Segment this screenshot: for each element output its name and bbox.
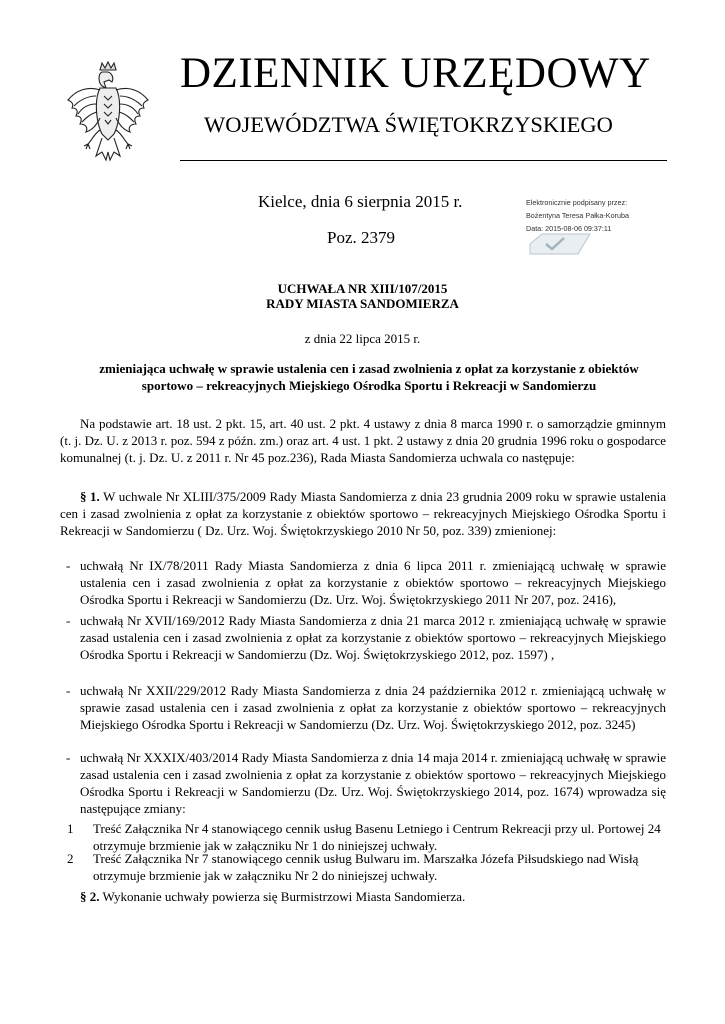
issue-date: Kielce, dnia 6 sierpnia 2015 r.	[258, 192, 463, 211]
journal-subtitle: WOJEWÓDZTWA ŚWIĘTOKRZYSKIEGO	[204, 112, 613, 137]
section-1-mark: § 1.	[80, 489, 100, 504]
section-2-mark: § 2.	[80, 889, 100, 904]
electronic-signature	[526, 196, 656, 235]
preamble: Na podstawie art. 18 ust. 2 pkt. 15, art. 40 ust. 2 pkt. 4 ustawy z dnia 8 marca 1990 r. o samorządzie gminnym (t. j. Dz. U. z 2013 r. poz. 594 z późn. zm.) oraz art. 4 ust. 1 pkt. 2 ustawy z dnia 20 grudnia 1996 roku o gospodarce komunalnej (t. j. Dz. U. z 2011 r. Nr 45 poz.236), Rada Miasta Sandomierza uchwala co następuje:	[60, 416, 666, 465]
list-dash: -	[66, 683, 71, 698]
resolution-title-line1: UCHWAŁA NR XIII/107/2015	[277, 281, 448, 296]
section-1	[60, 488, 666, 539]
amendment-item	[60, 682, 666, 733]
masthead-divider	[180, 160, 667, 161]
journal-title: DZIENNIK URZĘDOWY	[180, 50, 651, 97]
change-number: 2	[67, 851, 74, 866]
amendment-text: uchwałą Nr IX/78/2011 Rady Miasta Sandomierza z dnia 6 lipca 2011 r. zmieniającą uchwałę w sprawie ustalenia cen i zasad zwolnienia z opłat za korzystanie z obiektów sportowo – rekreacyjnych Miejskiego Ośrodka Sportu i Rekreacji w Sandomierzu (Dz. Urz. Woj. Świętokrzyskiego 2011 Nr 207, poz. 2416),	[80, 558, 666, 607]
amendment-text: uchwałą Nr XXXIX/403/2014 Rady Miasta Sandomierza z dnia 14 maja 2014 r. zmieniającą uchwałę w sprawie zasad ustalenia cen i zasad zwolnienia z opłat za korzystanie z obiektów sportowo – rekreacyjnych Miejskiego Ośrodka Sportu i Rekreacji w Sandomierzu (Dz. Urz. Woj. Świętokrzyskiego 2014, poz. 1674) wprowadza się następujące zmiany:	[80, 750, 666, 816]
change-number: 1	[67, 821, 74, 836]
signature-label: Elektronicznie podpisany przez:	[526, 198, 628, 207]
eagle-emblem-icon	[62, 60, 154, 172]
change-text: Treść Załącznika Nr 4 stanowiącego cennik usług Basenu Letniego i Centrum Rekreacji przy ul. Portowej 24 otrzymuje brzmienie jak w załączniku Nr 1 do niniejszej uchwały.	[93, 821, 661, 853]
amendment-item	[60, 749, 666, 817]
amendment-item	[60, 557, 666, 608]
change-text: Treść Załącznika Nr 7 stanowiącego cennik usług Bulwaru im. Marszałka Józefa Piłsudskiego nad Wisłą otrzymuje brzmienie jak w załączniku Nr 2 do niniejszej uchwały.	[93, 851, 639, 883]
amendment-text: uchwałą Nr XVII/169/2012 Rady Miasta Sandomierza z dnia 21 marca 2012 r. zmieniającą uchwałę w sprawie zasad ustalenia cen i zasad zwolnienia z opłat za korzystanie z obiektów sportowo – rekreacyjnych Miejskiego Ośrodka Sportu i Rekreacji w Sandomierzu (Dz. Woj. Świętokrzyskiego 2012, poz. 1597) ,	[80, 613, 666, 662]
signature-check-icon	[528, 232, 592, 256]
list-dash: -	[66, 613, 71, 628]
resolution-subject: zmieniająca uchwałę w sprawie ustalenia cen i zasad zwolnienia z opłat za korzystanie z obiektów sportowo – rekreacyjnych Miejskiego Ośrodka Sportu i Rekreacji w Sandomierzu	[99, 361, 639, 393]
resolution-title-line2: RADY MIASTA SANDOMIERZA	[266, 296, 459, 311]
section-1-text: W uchwale Nr XLIII/375/2009 Rady Miasta Sandomierza z dnia 23 grudnia 2009 roku w sprawie ustalenia cen i zasad zwolnienia z opłat za korzystanie z obiektów sportowo – rekreacyjnych Miejskiego Ośrodka Sportu i Rekreacji w Sandomierzu ( Dz. Urz. Woj. Świętokrzyskiego 2010 Nr 50, poz. 339) zmienionej:	[60, 489, 666, 538]
list-dash: -	[66, 558, 71, 573]
resolution-date: z dnia 22 lipca 2015 r.	[304, 331, 421, 346]
signature-date: Data: 2015-08-06 09:37:11	[526, 224, 612, 233]
amendment-text: uchwałą Nr XXII/229/2012 Rady Miasta Sandomierza z dnia 24 października 2012 r. zmieniającą uchwałę w sprawie zasad ustalenia cen i zasad zwolnienia z opłat za korzystanie z obiektów sportowo – rekreacyjnych Miejskiego Ośrodka Sportu i Rekreacji w Sandomierzu (Dz. Urz. Woj. Świętokrzyskiego 2012, poz. 3245)	[80, 683, 666, 732]
list-dash: -	[66, 750, 71, 765]
signature-signer: Bożentyna Teresa Pałka-Koruba	[526, 211, 629, 220]
section-2-text: Wykonanie uchwały powierza się Burmistrzowi Miasta Sandomierza.	[99, 889, 466, 904]
issue-position: Poz. 2379	[327, 228, 395, 247]
change-item	[60, 820, 666, 854]
change-item	[60, 850, 666, 884]
section-2	[60, 888, 666, 905]
amendment-item	[60, 612, 666, 663]
